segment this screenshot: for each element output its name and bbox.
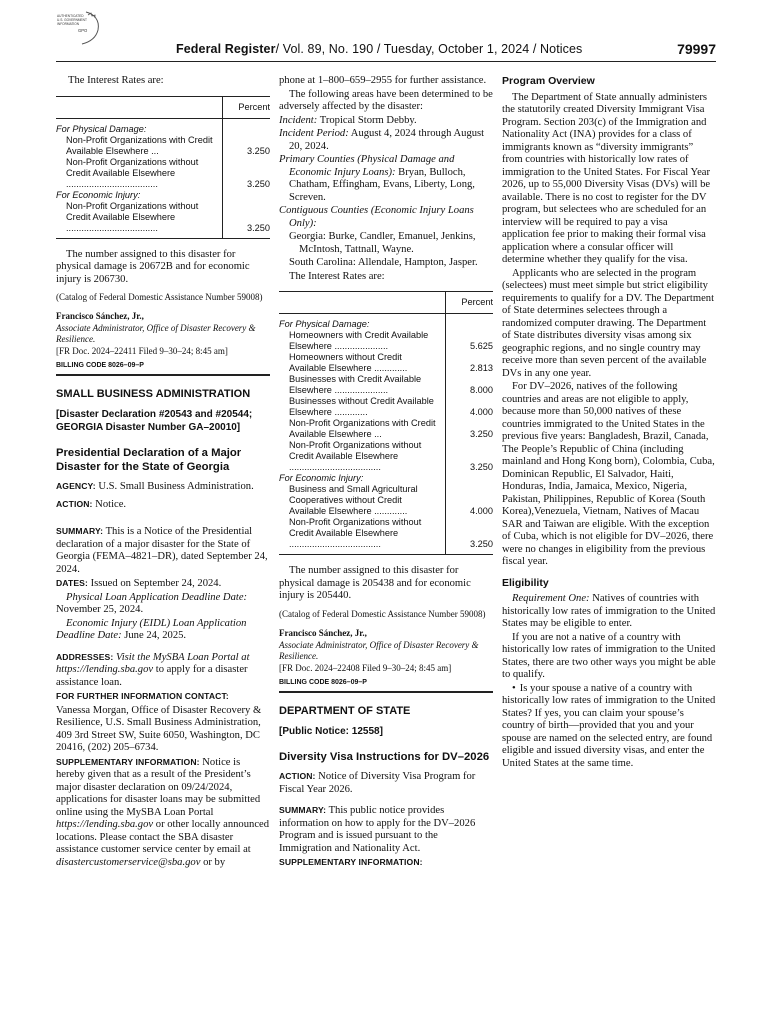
action-value: Notice.: [95, 498, 127, 510]
catalog-note: (Catalog of Federal Domestic Assistance Number 59008): [56, 292, 263, 302]
primary-counties-label: Primary Counties (Physical Damage and Economic Injury Loans):: [279, 154, 455, 178]
table-row-value: 5.625: [470, 341, 493, 351]
requirement-one-text: Natives of countries with historically low rates of immigration to the United States may be eligible to enter.: [502, 593, 716, 629]
action-value: Notice of Diversity Visa Program for Fiscal Year 2026.: [279, 771, 476, 795]
table-row-label: Business and Small Agricultural Cooperatives without Credit Available Elsewhere .............: [289, 484, 418, 516]
catalog-note: (Catalog of Federal Domestic Assistance Number 59008): [279, 608, 486, 619]
overview-paragraph-2: Applicants who are selected in the program (selectees) must meet simple but strict eligibility requirements to qualify for a DV. The Department of State determines selectees through a randomized computer drawing. The Department of State distributes diversity visas among six geographic regions, and no single country may receive more than seven percent of the available DVs in any one year.: [502, 267, 715, 379]
agency-label: AGENCY:: [56, 481, 96, 491]
section-divider: [279, 691, 493, 693]
table-row-value: 3.250: [222, 201, 270, 239]
south-carolina-counties: South Carolina: Allendale, Hampton, Jasper.: [289, 257, 478, 268]
summary-label: SUMMARY:: [56, 526, 104, 536]
svg-text:GPO: GPO: [78, 28, 88, 33]
email-link[interactable]: disastercustomerservice@sba.gov: [56, 856, 201, 868]
physical-deadline-label: Physical Loan Application Deadline Date:: [66, 591, 248, 603]
svg-text:AUTHENTICATED: AUTHENTICATED: [57, 14, 84, 18]
header-rule: [56, 61, 716, 62]
dates-label: DATES:: [56, 578, 88, 588]
column-1: [56, 75, 270, 870]
eligibility-heading: Eligibility: [502, 576, 549, 589]
loan-portal-link[interactable]: https://lending.sba.gov: [56, 819, 154, 830]
table-row-label: Non-Profit Organizations without Credit Available Elsewhere ....................................: [289, 517, 422, 549]
summary-text: This is a Notice of the Presidential declaration of a major disaster for the State of Georgia (FEMA–4821–DR), dated September 24, 2024.: [56, 526, 268, 575]
phone-text: phone at 1–800–659–2955 for further assistance.: [279, 75, 487, 86]
requirement-paragraph-2: If you are not a native of a country with historically low rates of immigration to the United States, there are two other ways you might be able to qualify.: [502, 631, 716, 680]
section-divider: [56, 374, 270, 376]
addresses-text: to apply for a disaster assistance loan.: [56, 664, 248, 688]
table-row-label: Non-Profit Organizations without Credit Available Elsewhere ....................................: [66, 200, 199, 233]
number-assigned: The number assigned to this disaster for physical damage is 20672B and for economic injury is 206730.: [56, 248, 250, 285]
bullet-spouse-text: Is your spouse a native of a country with historically low rates of immigration to the United States? If yes, you can claim your spouse’s country of birth—provided that you and your spouse are named on the selected entry, are found eligible and issued diversity visas, and enter the United States at the same time.: [502, 682, 716, 769]
summary-text: This public notice provides information on how to apply for the DV–2026 Program and is issued pursuant to the Immigration and Nationality Act.: [279, 805, 476, 854]
contact-label: FOR FURTHER INFORMATION CONTACT:: [56, 691, 229, 701]
fr-doc-line: [FR Doc. 2024–22408 Filed 9–30–24; 8:45 am]: [279, 662, 452, 673]
agency-heading: DEPARTMENT OF STATE: [279, 704, 411, 717]
table-row-value: 8.000: [470, 385, 493, 395]
table-row-value: 3.250: [247, 145, 270, 156]
supplementary-label: SUPPLEMENTARY INFORMATION:: [279, 857, 423, 867]
table-header-percent: Percent: [222, 96, 270, 118]
requirement-one-label: Requirement One:: [512, 593, 590, 604]
signer-name: Francisco Sánchez, Jr.,: [56, 311, 144, 321]
table-row-value: 3.250: [470, 429, 493, 439]
supplementary-text-a: Notice is hereby given that as a result of the President’s major disaster declaration on 09/24/2024, applications for disaster loans may be submitted online using the MySBA Loan Portal: [56, 756, 261, 818]
eidl-deadline-value: June 24, 2025.: [124, 630, 187, 641]
signer-title: Associate Administrator, Office of Disaster Recovery & Resilience.: [279, 639, 479, 661]
eidl-deadline-label: Economic Injury (EIDL) Loan Application Deadline Date:: [56, 617, 247, 641]
summary-label: SUMMARY:: [279, 805, 327, 815]
svg-text:U.S. GOVERNMENT: U.S. GOVERNMENT: [57, 18, 87, 22]
table-row-label: Non-Profit Organizations without Credit Available Elsewhere ....................................: [66, 156, 199, 189]
interest-rates-intro: The Interest Rates are:: [289, 270, 385, 282]
areas-intro: The following areas have been determined to be adversely affected by the disaster:: [279, 88, 493, 112]
column-2: [279, 75, 493, 871]
incident-label: Incident:: [279, 114, 318, 126]
table-row-label: For Economic Injury:: [279, 473, 364, 483]
table-row-value: 3.250: [445, 517, 493, 555]
supplementary-text-b: or other locally announced locations. Please contact the SBA disaster assistance customer service center by email at: [56, 819, 270, 855]
interest-rates-intro: The Interest Rates are:: [68, 75, 164, 86]
primary-counties-value: Bryan, Bulloch, Chatham, Effingham, Evans, Liberty, Long, Screven.: [289, 166, 475, 203]
signer-title: Associate Administrator, Office of Disaster Recovery & Resilience.: [56, 323, 256, 344]
table-row-label: For Physical Damage:: [56, 123, 147, 134]
table-row-value: 4.000: [470, 407, 493, 417]
signer-name: Francisco Sánchez, Jr.,: [279, 627, 367, 638]
incident-period-label: Incident Period:: [279, 128, 349, 139]
page-number: 79997: [677, 41, 716, 57]
supplementary-text-c: or by: [203, 856, 226, 868]
disaster-declaration-number: [Disaster Declaration #20543 and #20544; GEORGIA Disaster Number GA–20010]: [56, 409, 253, 433]
incident-period-value: August 4, 2024 through August 20, 2024.: [289, 128, 485, 152]
dates-text: Issued on September 24, 2024.: [90, 578, 222, 589]
svg-text:INFORMATION: INFORMATION: [57, 22, 80, 26]
table-row-value: 3.250: [470, 462, 493, 472]
table-row-label: Non-Profit Organizations with Credit Available Elsewhere ...: [66, 134, 213, 156]
table-row-label: Businesses with Credit Available Elsewhere .....................: [289, 374, 422, 395]
table-row-label: Non-Profit Organizations with Credit Available Elsewhere ...: [289, 418, 436, 439]
table-row-label: Businesses without Credit Available Elsewhere .............: [289, 396, 434, 417]
table-row-label: Homeowners without Credit Available Elsewhere .............: [289, 352, 408, 373]
agency-value: U.S. Small Business Administration.: [98, 481, 254, 492]
table-row-label: Non-Profit Organizations without Credit Available Elsewhere ....................................: [289, 440, 422, 472]
fr-doc-line: [FR Doc. 2024–22411 Filed 9–30–24; 8:45 am]: [56, 346, 228, 356]
billing-code: BILLING CODE 8026–09–P: [56, 362, 144, 369]
program-overview-heading: Program Overview: [502, 75, 595, 87]
table-header-percent: Percent: [445, 292, 493, 314]
table-row-label: Homeowners with Credit Available Elsewhere .....................: [289, 330, 429, 351]
table-row-label: For Economic Injury:: [56, 189, 141, 200]
addresses-label: ADDRESSES:: [56, 651, 114, 662]
contiguous-counties-label: Contiguous Counties (Economic Injury Loans Only):: [279, 205, 474, 229]
physical-deadline-value: November 25, 2024.: [56, 604, 144, 615]
contact-text: Vanessa Morgan, Office of Disaster Recovery & Resilience, U.S. Small Business Administration, 409 3rd Street SW, Suite 6050, Washington, DC 20416, (202) 205–6734.: [56, 704, 262, 753]
column-3: [502, 75, 716, 771]
number-assigned: The number assigned to this disaster for physical damage is 205438 and for economic injury is 205440.: [279, 565, 471, 601]
table-row-value: 3.250: [247, 178, 270, 189]
supplementary-label: SUPPLEMENTARY INFORMATION:: [56, 756, 200, 767]
running-header: [56, 41, 716, 61]
interest-rates-table-2: [279, 291, 493, 555]
bullet-marker: [512, 683, 520, 694]
document-title: Diversity Visa Instructions for DV–2026: [279, 751, 490, 763]
document-title: Presidential Declaration of a Major Disaster for the State of Georgia: [56, 447, 242, 473]
action-label: ACTION:: [56, 498, 93, 509]
georgia-counties: Georgia: Burke, Candler, Emanuel, Jenkins, McIntosh, Tattnall, Wayne.: [289, 231, 476, 255]
overview-paragraph-3: For DV–2026, natives of the following countries and areas are not eligible to apply, because more than 50,000 natives of these countries immigrated to the United States in the previous five years: Bangladesh, Brazil, Canada, The People’s Republic of China (including mainland and Hong Kong born), Colombia, Cuba, Dominican Republic, El Salvador, Haiti, Honduras, India, Jamaica, Mexico, Nigeria, Pakistan, Philippines, Republic of Korea (South Korea),Venezuela, Vietnam, Natives of Macau SAR and Taiwan are eligible. With the exception of Cuba, which is not eligible for DV–2026, there were no changes in eligibility from the previous fiscal year.: [502, 381, 715, 567]
incident-value: Tropical Storm Debby.: [319, 114, 417, 126]
addresses-link[interactable]: Visit the MySBA Loan Portal at https://lending.sba.gov: [56, 651, 250, 675]
header-issue-line: Federal Register/ Vol. 89, No. 190 / Tuesday, October 1, 2024 / Notices: [176, 42, 583, 56]
public-notice-number: [Public Notice: 12558]: [279, 725, 383, 737]
overview-paragraph-1: The Department of State annually administers the statutorily created Diversity Immigrant Visa Program. Section 203(c) of the Immigration and Nationality Act (INA) provides for a class of immigrants known as “diversity immigrants” from countries with historically low rates of immigration to the United States. For Fiscal Year 2026, up to 55,000 Diversity Visas (DVs) will be available. There is no cost to register for the DV program, but selectees who are scheduled for an interview will be required to pay a visa application fee prior to making their formal visa application where a consular officer will determine whether they qualify for the visa.: [502, 91, 711, 265]
agency-heading: SMALL BUSINESS ADMINISTRATION: [56, 388, 251, 400]
billing-code: BILLING CODE 8026–09–P: [279, 678, 367, 686]
interest-rates-table-1: [56, 96, 270, 239]
table-row-value: 2.813: [470, 363, 493, 373]
table-row-value: 4.000: [470, 506, 493, 516]
action-label: ACTION:: [279, 771, 316, 781]
table-row-label: For Physical Damage:: [279, 319, 370, 329]
